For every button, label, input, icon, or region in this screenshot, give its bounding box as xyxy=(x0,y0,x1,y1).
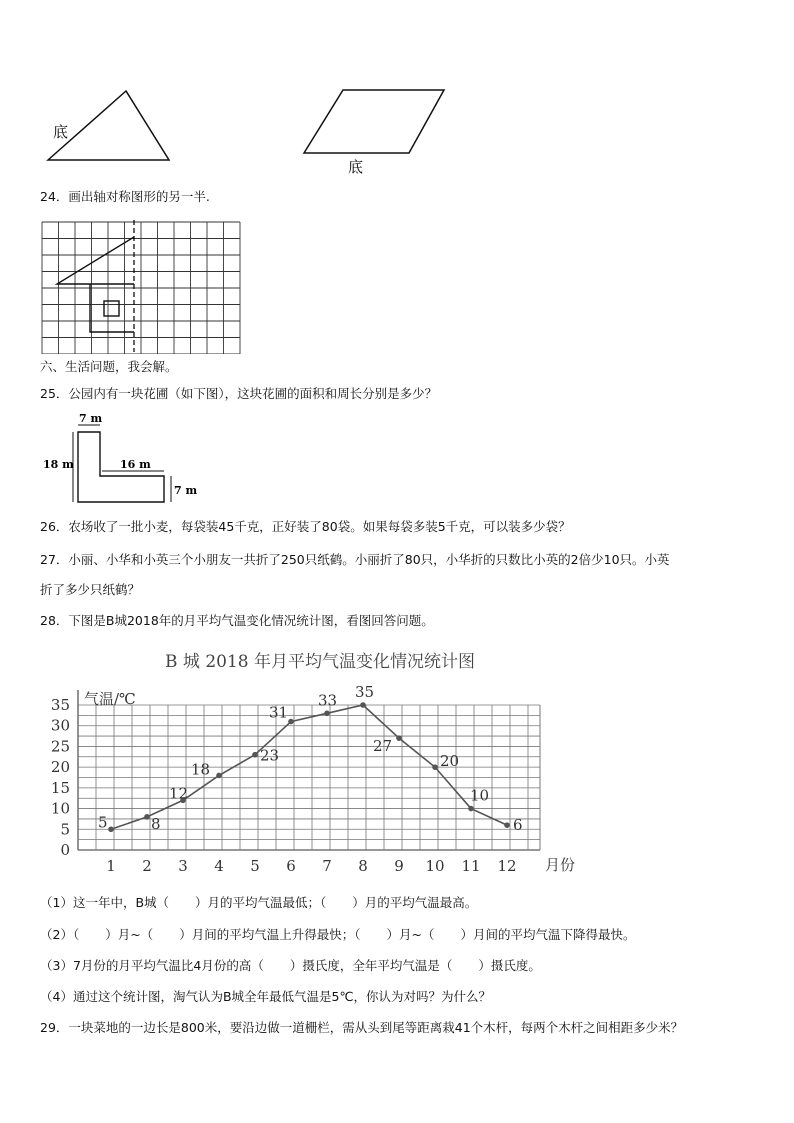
x-tick-label: 6 xyxy=(286,857,296,875)
data-label: 35 xyxy=(355,683,375,701)
q29-text: 29．一块菜地的一边长是800米，要沿边做一道栅栏，需从头到尾等距离栽41个木杆，每两个木杆之间相距多少米？ xyxy=(40,1020,684,1035)
data-label: 31 xyxy=(269,703,289,722)
y-tick-label: 5 xyxy=(60,820,70,839)
data-point xyxy=(216,773,222,779)
x-tick-label: 12 xyxy=(497,857,517,875)
x-tick-label: 2 xyxy=(142,857,152,875)
dim-top: 7 m xyxy=(79,412,103,425)
data-label: 20 xyxy=(440,752,460,771)
temperature-chart xyxy=(40,642,600,882)
data-label: 27 xyxy=(373,737,393,756)
data-label: 23 xyxy=(260,746,280,765)
y-tick-label: 10 xyxy=(50,799,70,818)
q25-text: 25．公园内有一块花圃（如下图），这块花圃的面积和周长分别是多少？ xyxy=(40,386,438,401)
x-tick-label: 11 xyxy=(461,857,481,875)
window-square xyxy=(104,301,119,316)
y-axis-label: 气温/℃ xyxy=(84,690,136,708)
data-point xyxy=(144,814,150,820)
wall-half xyxy=(90,284,134,332)
parallelogram-shape xyxy=(304,90,444,153)
data-label: 6 xyxy=(513,816,523,835)
x-tick-label: 9 xyxy=(394,857,404,875)
q26-text: 26．农场收了一批小麦，每袋装45千克，正好装了80袋。如果每袋多装5千克，可以装多少袋？ xyxy=(40,519,571,534)
q28-sub2: （2）（ ）月~（ ）月间的平均气温上升得最快；（ ）月~（ ）月间的平均气温下降得最快。 xyxy=(40,927,636,942)
parallelogram-base-label: 底 xyxy=(348,158,364,176)
x-tick-label: 8 xyxy=(358,857,368,875)
section-6-title: 六、生活问题，我会解。 xyxy=(40,359,178,374)
data-label: 5 xyxy=(98,813,108,832)
triangle-base-label: 底 xyxy=(53,123,69,141)
x-tick-label: 7 xyxy=(322,857,332,875)
data-point xyxy=(324,710,330,716)
data-label: 33 xyxy=(318,691,338,710)
q28-sub1: （1）这一年中，B城（ ）月的平均气温最低；（ ）月的平均气温最高。 xyxy=(40,895,478,910)
x-tick-label: 3 xyxy=(178,857,188,875)
dim-left: 18 m xyxy=(43,458,74,471)
y-tick-label: 25 xyxy=(50,737,70,756)
q27-text-line2: 折了多少只纸鹤？ xyxy=(40,582,141,597)
data-label: 8 xyxy=(151,814,161,833)
y-tick-label: 35 xyxy=(50,696,70,714)
data-point xyxy=(108,826,114,832)
x-axis-label: 月份 xyxy=(545,856,576,874)
data-point xyxy=(360,702,366,708)
y-tick-label: 0 xyxy=(60,841,70,859)
parallelogram-figure xyxy=(298,86,450,158)
y-tick-label: 20 xyxy=(50,758,70,777)
q27-text-line1: 27．小丽、小华和小英三个小朋友一共折了250只纸鹤。小丽折了80只，小华折的只数比小英的2倍少10只。小英 xyxy=(40,552,670,567)
q28-sub4: （4）通过这个统计图，淘气认为B城全年最低气温是5℃，你认为对吗？为什么？ xyxy=(40,989,492,1004)
x-tick-label: 5 xyxy=(250,857,260,875)
data-point xyxy=(504,822,510,828)
data-point xyxy=(396,735,402,741)
x-tick-label: 10 xyxy=(425,857,445,875)
dim-middle: 16 m xyxy=(120,458,151,471)
data-label: 12 xyxy=(169,784,189,803)
roof-half xyxy=(57,237,134,284)
data-point xyxy=(252,752,258,758)
x-tick-label: 1 xyxy=(106,857,116,875)
data-label: 10 xyxy=(470,786,490,805)
symmetry-grid xyxy=(40,220,244,354)
flowerbed-figure xyxy=(40,408,210,512)
dim-right: 7 m xyxy=(174,484,198,497)
x-tick-label: 4 xyxy=(214,857,224,875)
data-point xyxy=(288,719,294,725)
q28-text: 28．下图是B城2018年的月平均气温变化情况统计图，看图回答问题。 xyxy=(40,613,434,628)
q24-text: 24．画出轴对称图形的另一半. xyxy=(40,189,210,204)
data-point xyxy=(468,806,474,812)
data-point xyxy=(432,764,438,770)
data-label: 18 xyxy=(191,760,211,779)
q28-sub3: （3）7月份的月平均气温比4月份的高（ ）摄氏度，全年平均气温是（ ）摄氏度。 xyxy=(40,958,541,973)
chart-title: B 城 2018 年月平均气温变化情况统计图 xyxy=(165,652,475,672)
y-tick-label: 30 xyxy=(50,716,70,735)
y-tick-label: 15 xyxy=(50,778,70,797)
